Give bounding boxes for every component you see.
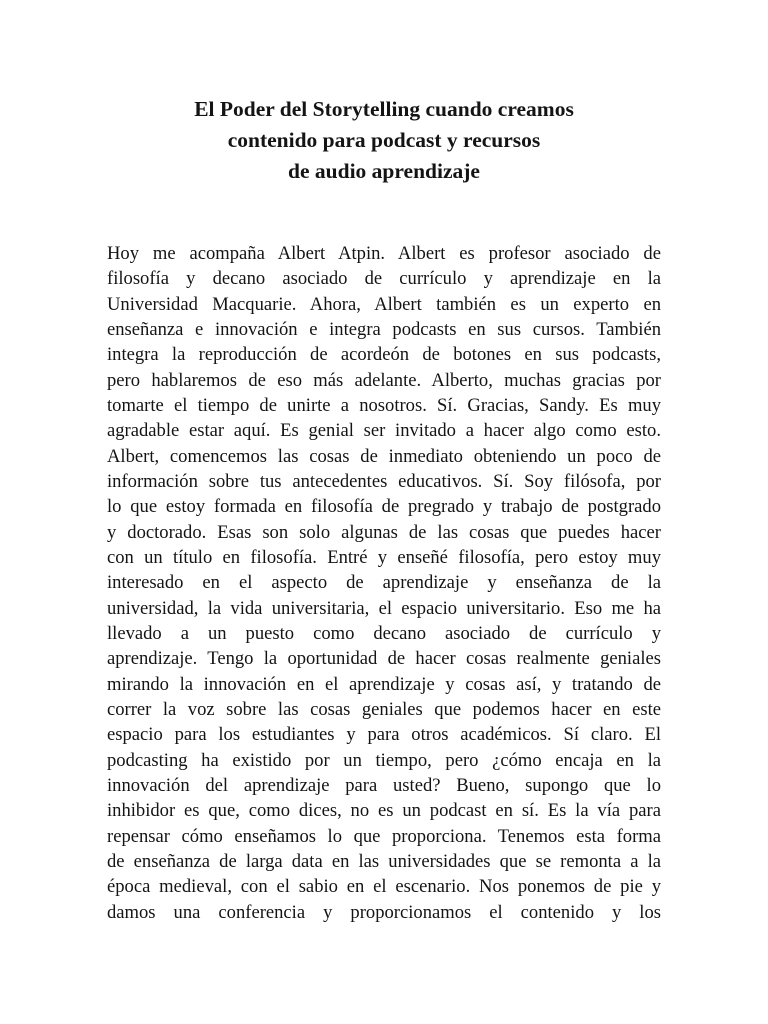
body-line: época medieval, con el sabio en el escenario. Nos ponemos de pie y (107, 876, 661, 898)
body-line: y doctorado. Esas son solo algunas de las cosas que puedes hacer (107, 521, 661, 543)
body-line: Albert, comencemos las cosas de inmediato obteniendo un poco de (107, 445, 661, 467)
body-line: de enseñanza de larga data en las universidades que se remonta a la (107, 850, 661, 872)
body-line: llevado a un puesto como decano asociado de currículo y (107, 622, 661, 644)
document-title (100, 94, 668, 187)
body-line: lo que estoy formada en filosofía de pregrado y trabajo de postgrado (107, 496, 661, 518)
body-line: información sobre tus antecedentes educativos. Sí. Soy filósofa, por (107, 470, 661, 492)
body-line: tomarte el tiempo de unirte a nosotros. Sí. Gracias, Sandy. Es muy (107, 394, 661, 416)
title-line: El Poder del Storytelling cuando creamos (194, 97, 574, 121)
body-line: correr la voz sobre las cosas geniales que podemos hacer en este (107, 698, 661, 720)
body-line: repensar cómo enseñamos lo que proporciona. Tenemos esta forma (107, 825, 661, 847)
body-line: mirando la innovación en el aprendizaje y cosas así, y tratando de (107, 673, 661, 695)
body-paragraph (107, 241, 661, 925)
body-line: pero hablaremos de eso más adelante. Alberto, muchas gracias por (107, 369, 661, 391)
body-line: aprendizaje. Tengo la oportunidad de hacer cosas realmente geniales (107, 648, 661, 670)
body-line: innovación del aprendizaje para usted? Bueno, supongo que lo (107, 774, 661, 796)
body-line: enseñanza e innovación e integra podcasts en sus cursos. También (107, 318, 661, 340)
body-line: universidad, la vida universitaria, el espacio universitario. Eso me ha (107, 597, 661, 619)
body-line: damos una conferencia y proporcionamos el contenido y los (107, 901, 661, 923)
title-line: de audio aprendizaje (288, 159, 480, 183)
body-line: podcasting ha existido por un tiempo, pero ¿cómo encaja en la (107, 749, 661, 771)
body-line: Universidad Macquarie. Ahora, Albert también es un experto en (107, 293, 661, 315)
body-line: inhibidor es que, como dices, no es un podcast en sí. Es la vía para (107, 800, 661, 822)
body-line: interesado en el aspecto de aprendizaje y enseñanza de la (107, 572, 661, 594)
body-line: Hoy me acompaña Albert Atpin. Albert es profesor asociado de (107, 243, 661, 264)
body-line: integra la reproducción de acordeón de botones en sus podcasts, (107, 344, 661, 366)
body-line: filosofía y decano asociado de currículo y aprendizaje en la (107, 268, 661, 290)
body-line: con un título en filosofía. Entré y enseñé filosofía, pero estoy muy (107, 546, 661, 568)
body-line: agradable estar aquí. Es genial ser invitado a hacer algo como esto. (107, 420, 661, 442)
body-line: espacio para los estudiantes y para otros académicos. Sí claro. El (107, 724, 661, 746)
title-line: contenido para podcast y recursos (227, 128, 541, 152)
